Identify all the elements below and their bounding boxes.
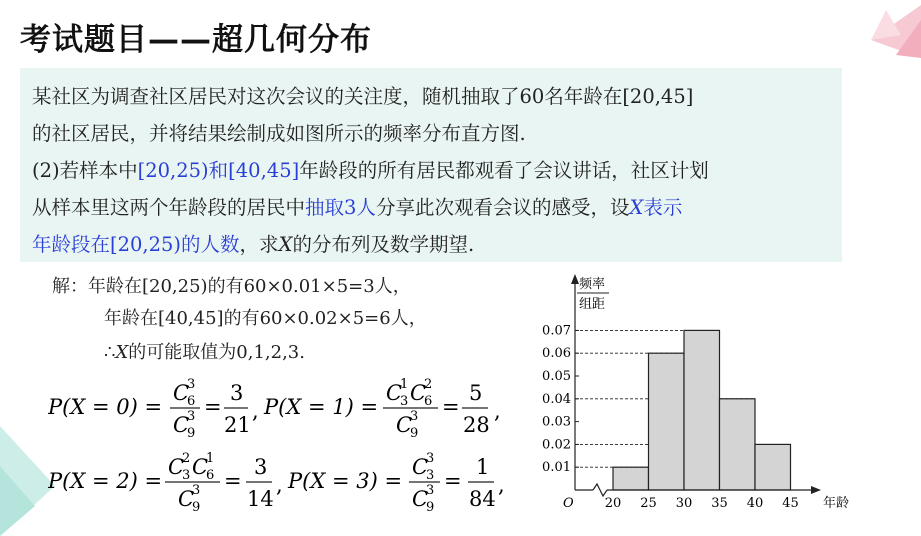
y-tick-label: 0.05 bbox=[542, 369, 571, 384]
y-tick-label: 0.02 bbox=[542, 437, 571, 453]
x-tick-label: 25 bbox=[640, 496, 657, 511]
svg-text:,: , bbox=[498, 473, 505, 497]
svg-text:3: 3 bbox=[192, 483, 201, 498]
variable-x: X bbox=[629, 196, 644, 219]
svg-text:3: 3 bbox=[410, 409, 419, 424]
svg-text:84: 84 bbox=[469, 487, 496, 511]
y-tick-label: 0.07 bbox=[542, 323, 571, 339]
origin-label: O bbox=[563, 496, 574, 511]
x-tick-label: 20 bbox=[604, 496, 622, 511]
x-tick-label: 30 bbox=[675, 496, 693, 511]
svg-text:C: C bbox=[412, 455, 429, 479]
svg-text:=: = bbox=[204, 395, 222, 419]
svg-text:3: 3 bbox=[426, 451, 435, 466]
x-axis-arrow bbox=[811, 486, 821, 494]
svg-text:C: C bbox=[386, 381, 403, 405]
svg-text:C: C bbox=[173, 381, 190, 405]
svg-text:C: C bbox=[412, 487, 429, 511]
svg-text:6: 6 bbox=[206, 468, 215, 483]
highlight-text: [20,25)和[40,45] bbox=[137, 159, 300, 182]
svg-text:,: , bbox=[252, 399, 259, 423]
svg-text:9: 9 bbox=[187, 426, 196, 440]
highlight-text: 年龄段在[20,25)的人数 bbox=[32, 233, 240, 256]
probability-formula-row-1 bbox=[48, 370, 518, 440]
svg-text:C: C bbox=[178, 487, 195, 511]
svg-text:1: 1 bbox=[400, 377, 409, 392]
frequency-histogram bbox=[525, 272, 870, 512]
svg-text:C: C bbox=[192, 455, 209, 479]
histogram-bar bbox=[720, 399, 756, 490]
highlight-text: 表示 bbox=[643, 196, 683, 219]
problem-line: 年龄段在[20,25)的人数，求X的分布列及数学期望. bbox=[32, 233, 475, 256]
svg-text:14: 14 bbox=[247, 487, 274, 511]
svg-text:,: , bbox=[494, 399, 501, 423]
solution-line-3: ∴X的可能取值为0,1,2,3. bbox=[104, 342, 305, 363]
y-tick-label: 0.01 bbox=[542, 460, 571, 476]
svg-text:3: 3 bbox=[182, 468, 191, 483]
svg-text:C: C bbox=[396, 413, 413, 437]
svg-text:3: 3 bbox=[426, 468, 435, 483]
p-x-0-label: P(X = 0) = bbox=[48, 395, 163, 419]
problem-line: 从样本里这两个年龄段的居民中抽取3人分享此次观看会议的感受，设X表示 bbox=[32, 196, 683, 219]
highlight-text: 抽取3人 bbox=[305, 196, 376, 219]
svg-text:C: C bbox=[173, 413, 190, 437]
y-axis-arrow bbox=[571, 274, 579, 284]
svg-text:3: 3 bbox=[254, 455, 268, 479]
probability-formula-row-2 bbox=[48, 448, 518, 518]
histogram-bar bbox=[755, 444, 791, 490]
svg-text:9: 9 bbox=[426, 500, 435, 515]
x-tick-label: 45 bbox=[782, 496, 799, 511]
svg-text:5: 5 bbox=[469, 381, 483, 405]
svg-text:3: 3 bbox=[230, 381, 244, 405]
y-axis-label-top: 频率 bbox=[579, 277, 606, 292]
svg-text:9: 9 bbox=[410, 426, 419, 440]
problem-line: 某社区为调查社区居民对这次会议的关注度，随机抽取了60名年龄在[20,45] bbox=[32, 85, 694, 108]
svg-text:21: 21 bbox=[224, 413, 251, 437]
svg-text:6: 6 bbox=[187, 394, 196, 409]
histogram-bar bbox=[613, 467, 649, 490]
y-tick-label: 0.03 bbox=[542, 414, 571, 430]
y-tick-label: 0.04 bbox=[542, 391, 571, 407]
svg-text:1: 1 bbox=[206, 451, 215, 466]
solution-line-1: 解：年龄在[20,25)的有60×0.01×5=3人， bbox=[52, 276, 411, 297]
svg-text:,: , bbox=[276, 473, 283, 497]
x-tick-label: 35 bbox=[711, 496, 728, 511]
x-tick-label: 40 bbox=[746, 496, 764, 511]
x-axis-label: 年龄 bbox=[823, 496, 850, 511]
problem-statement bbox=[20, 68, 842, 262]
svg-text:9: 9 bbox=[192, 500, 201, 515]
svg-text:6: 6 bbox=[424, 394, 433, 409]
corner-decoration-top-right bbox=[841, 0, 921, 60]
axis-break bbox=[593, 484, 607, 496]
svg-text:1: 1 bbox=[476, 455, 490, 479]
y-axis-label-bottom: 组距 bbox=[579, 297, 606, 312]
svg-text:=: = bbox=[224, 469, 242, 493]
variable-x: X bbox=[278, 233, 293, 256]
svg-text:=: = bbox=[444, 469, 462, 493]
histogram-bar bbox=[649, 353, 685, 490]
svg-text:28: 28 bbox=[463, 413, 490, 437]
svg-text:C: C bbox=[410, 381, 427, 405]
problem-line: 的社区居民，并将结果绘制成如图所示的频率分布直方图. bbox=[32, 122, 526, 145]
page-title: 考试题目——超几何分布 bbox=[20, 22, 372, 58]
svg-text:2: 2 bbox=[424, 377, 433, 392]
svg-text:3: 3 bbox=[426, 483, 435, 498]
histogram-bar bbox=[684, 330, 720, 490]
svg-text:3: 3 bbox=[400, 394, 409, 409]
p-x-2-label: P(X = 2) = bbox=[48, 469, 163, 493]
svg-text:C: C bbox=[168, 455, 185, 479]
p-x-3-label: P(X = 3) = bbox=[288, 469, 403, 493]
svg-text:3: 3 bbox=[187, 377, 196, 392]
y-tick-label: 0.06 bbox=[542, 346, 571, 362]
solution-line-2: 年龄在[40,45]的有60×0.02×5=6人， bbox=[104, 308, 427, 329]
svg-text:2: 2 bbox=[182, 451, 191, 466]
problem-line: (2)若样本中[20,25)和[40,45]年龄段的所有居民都观看了会议讲话，社区计划 bbox=[32, 159, 709, 182]
p-x-1-label: P(X = 1) = bbox=[264, 395, 379, 419]
svg-text:=: = bbox=[442, 395, 460, 419]
svg-text:3: 3 bbox=[187, 409, 196, 424]
